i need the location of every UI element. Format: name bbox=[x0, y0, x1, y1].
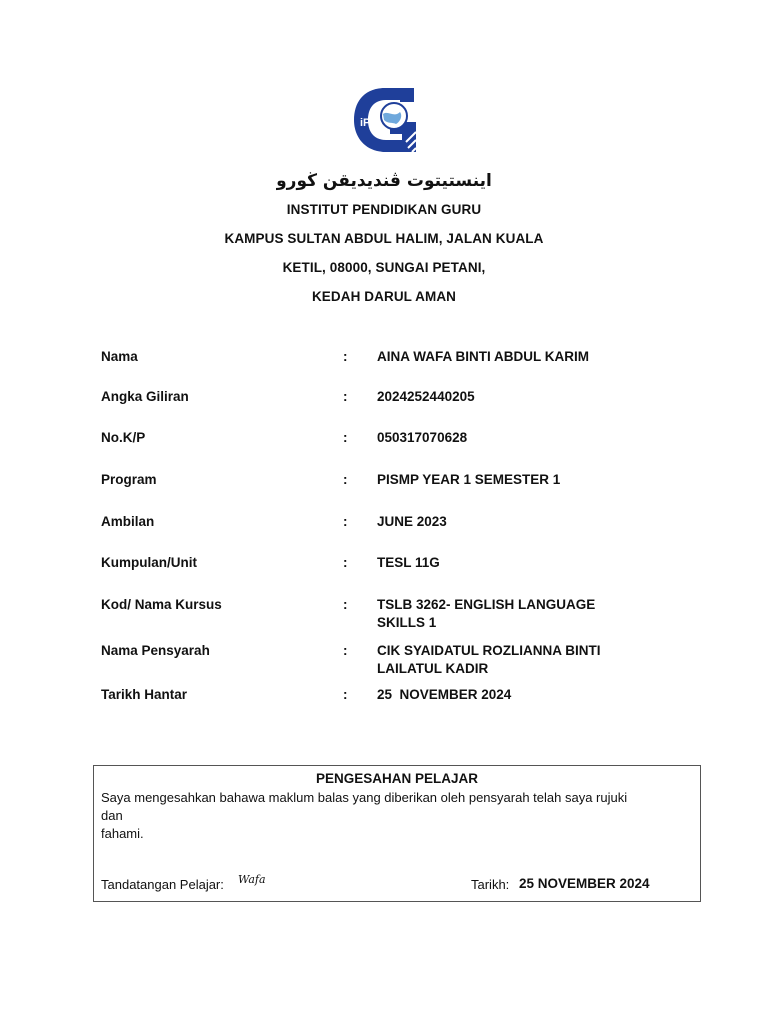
detail-colon: : bbox=[343, 687, 348, 702]
confirmation-line-1: Saya mengesahkan bahawa maklum balas yang diberikan oleh pensyarah telah saya rujuki bbox=[101, 790, 628, 805]
jawi-calligraphy bbox=[276, 160, 492, 196]
detail-label-tarikh-hantar: Tarikh Hantar bbox=[101, 687, 188, 702]
campus-address-line-3: KEDAH DARUL AMAN bbox=[311, 289, 457, 304]
detail-label-nama: Nama bbox=[101, 349, 138, 364]
date-value: 25 NOVEMBER 2024 bbox=[519, 876, 650, 891]
detail-colon: : bbox=[343, 643, 348, 658]
detail-label-kod-nama-kursus: Kod/ Nama Kursus bbox=[101, 597, 222, 612]
ipg-logo-graphic bbox=[350, 86, 420, 154]
detail-colon: : bbox=[343, 555, 348, 570]
ipg-logo bbox=[350, 86, 420, 154]
detail-value-no-kp: 050317070628 bbox=[377, 430, 468, 445]
detail-value-nama-pensyarah-line-2: LAILATUL KADIR bbox=[377, 661, 489, 676]
detail-value-angka-giliran: 2024252440205 bbox=[377, 389, 475, 404]
detail-colon: : bbox=[343, 472, 348, 487]
date-label: Tarikh: bbox=[471, 877, 510, 892]
confirmation-statement bbox=[101, 789, 691, 843]
detail-value-ambilan: JUNE 2023 bbox=[377, 514, 447, 529]
detail-colon: : bbox=[343, 389, 348, 404]
detail-label-kumpulan-unit: Kumpulan/Unit bbox=[101, 555, 197, 570]
student-confirmation-box bbox=[93, 765, 701, 902]
detail-colon: : bbox=[343, 514, 348, 529]
detail-label-no-kp: No.K/P bbox=[101, 430, 146, 445]
logo-text: iPG bbox=[360, 117, 379, 129]
detail-value-nama-pensyarah-line-1: CIK SYAIDATUL ROZLIANNA BINTI bbox=[377, 643, 601, 658]
detail-colon: : bbox=[343, 597, 348, 612]
student-signature: Wafa bbox=[238, 873, 266, 886]
confirmation-line-2: dan bbox=[101, 808, 123, 823]
jawi-institute-name bbox=[276, 160, 492, 196]
confirmation-line-3: fahami. bbox=[101, 826, 144, 841]
detail-value-kod-nama-kursus-line-1: TSLB 3262- ENGLISH LANGUAGE bbox=[377, 597, 596, 612]
confirmation-title: PENGESAHAN PELAJAR bbox=[315, 771, 479, 786]
detail-label-ambilan: Ambilan bbox=[101, 514, 155, 529]
detail-label-nama-pensyarah: Nama Pensyarah bbox=[101, 643, 210, 658]
campus-address-line-1: KAMPUS SULTAN ABDUL HALIM, JALAN KUALA bbox=[224, 231, 544, 246]
signature-label: Tandatangan Pelajar: bbox=[101, 877, 224, 892]
detail-label-program: Program bbox=[101, 472, 157, 487]
detail-value-program: PISMP YEAR 1 SEMESTER 1 bbox=[377, 472, 561, 487]
detail-value-tarikh-hantar: 25 NOVEMBER 2024 bbox=[377, 687, 512, 702]
detail-colon: : bbox=[343, 430, 348, 445]
campus-address-line-2: KETIL, 08000, SUNGAI PETANI, bbox=[282, 260, 486, 275]
institute-name-line: INSTITUT PENDIDIKAN GURU bbox=[286, 202, 482, 217]
detail-colon: : bbox=[343, 349, 348, 364]
detail-value-nama: AINA WAFA BINTI ABDUL KARIM bbox=[377, 349, 589, 364]
detail-label-angka-giliran: Angka Giliran bbox=[101, 389, 189, 404]
detail-value-kod-nama-kursus-line-2: SKILLS 1 bbox=[377, 615, 437, 630]
jawi-text: اينستيتوت ڤنديديقن ڬورو bbox=[276, 171, 492, 191]
detail-value-kumpulan-unit: TESL 11G bbox=[377, 555, 440, 570]
